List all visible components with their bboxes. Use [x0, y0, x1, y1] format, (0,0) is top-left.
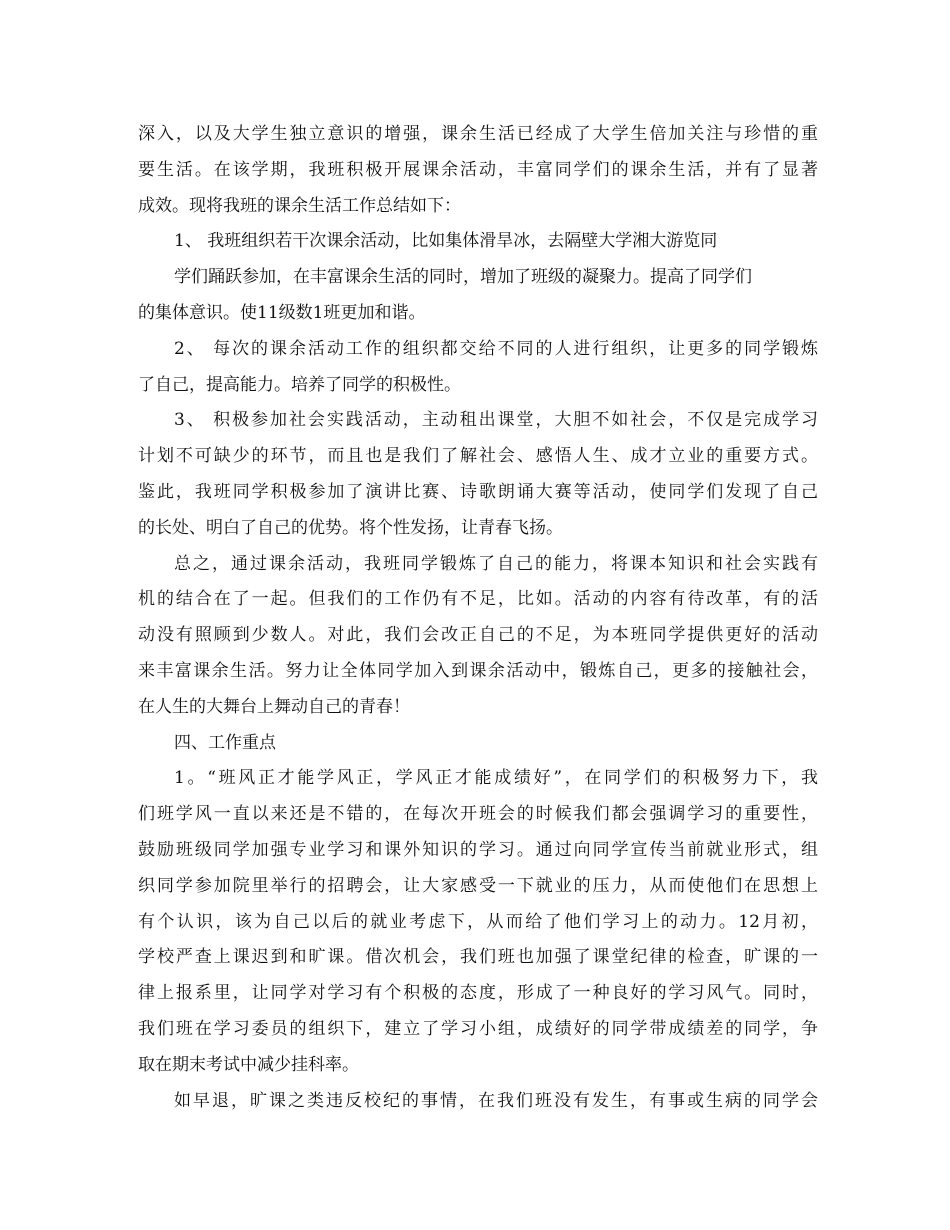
document-text-line: 动没有照顾到少数人。对此，我们会改正自己的不足，为本班同学提供更好的活动: [138, 625, 818, 646]
document-text-line: 的长处、明白了自己的优势。将个性发扬，让青春飞扬。: [138, 517, 563, 538]
document-text-line: 来丰富课余生活。努力让全体同学加入到课余活动中，锻炼自己，更多的接触社会，: [138, 660, 818, 681]
document-body: [138, 117, 818, 1119]
document-text-line: 1。“班风正才能学风正，学风正才能成绩好”，在同学们的积极努力下，我: [174, 768, 818, 789]
document-text-line: 的集体意识。使11级数1班更加和谐。: [138, 302, 426, 323]
document-text-line: 了自己，提高能力。培养了同学的积极性。: [138, 374, 461, 395]
document-text-line: 2、 每次的课余活动工作的组织都交给不同的人进行组织，让更多的同学锻炼: [174, 338, 818, 359]
document-text-line: 机的结合在了一起。但我们的工作仍有不足，比如。活动的内容有待改革，有的活: [138, 589, 818, 610]
document-text-line: 要生活。在该学期，我班积极开展课余活动，丰富同学们的课余生活，并有了显著: [138, 159, 818, 180]
document-text-line: 3、 积极参加社会实践活动，主动租出课堂，大胆不如社会，不仅是完成学习: [174, 410, 818, 431]
document-text-line: 们班学风一直以来还是不错的，在每次开班会的时候我们都会强调学习的重要性，: [138, 804, 818, 825]
document-text-line: 深入，以及大学生独立意识的增强，课余生活已经成了大学生倍加关注与珍惜的重: [138, 124, 818, 144]
document-text-line: 鉴此，我班同学积极参加了演讲比赛、诗歌朗诵大赛等活动，使同学们发现了自己: [138, 481, 818, 502]
document-text-line: 学们踊跃参加，在丰富课余生活的同时，增加了班级的凝聚力。提高了同学们: [174, 267, 752, 288]
document-text-line: 计划不可缺少的环节，而且也是我们了解社会、感悟人生、成才立业的重要方式。: [138, 446, 818, 467]
document-text-line: 学校严查上课迟到和旷课。借次机会，我们班也加强了课堂纪律的检查，旷课的一: [138, 947, 818, 968]
document-text-line: 织同学参加院里举行的招聘会，让大家感受一下就业的压力，从而使他们在思想上: [138, 875, 818, 896]
document-text-line: 我们班在学习委员的组织下，建立了学习小组，成绩好的同学带成绩差的同学，争: [138, 1018, 818, 1039]
document-text-line: 四、工作重点: [174, 732, 276, 753]
document-text-line: 成效。现将我班的课余生活工作总结如下：: [138, 195, 461, 216]
document-text-line: 取在期末考试中减少挂科率。: [138, 1054, 359, 1075]
document-text-line: 在人生的大舞台上舞动自己的青春！: [138, 696, 410, 717]
document-text-line: 1、 我班组织若干次课余活动，比如集体滑旱冰，去隔壁大学湘大游览同: [174, 231, 718, 252]
document-text-line: 鼓励班级同学加强专业学习和课外知识的学习。通过向同学宣传当前就业形式，组: [138, 839, 818, 860]
document-text-line: 总之，通过课余活动，我班同学锻炼了自己的能力，将课本知识和社会实践有: [174, 553, 818, 574]
document-text-line: 有个认识，该为自己以后的就业考虑下，从而给了他们学习上的动力。12月初，: [138, 911, 818, 932]
document-text-line: 如早退，旷课之类违反校纪的事情，在我们班没有发生，有事或生病的同学会: [174, 1090, 818, 1111]
document-text-line: 律上报系里，让同学对学习有个积极的态度，形成了一种良好的学习风气。同时，: [138, 983, 818, 1004]
